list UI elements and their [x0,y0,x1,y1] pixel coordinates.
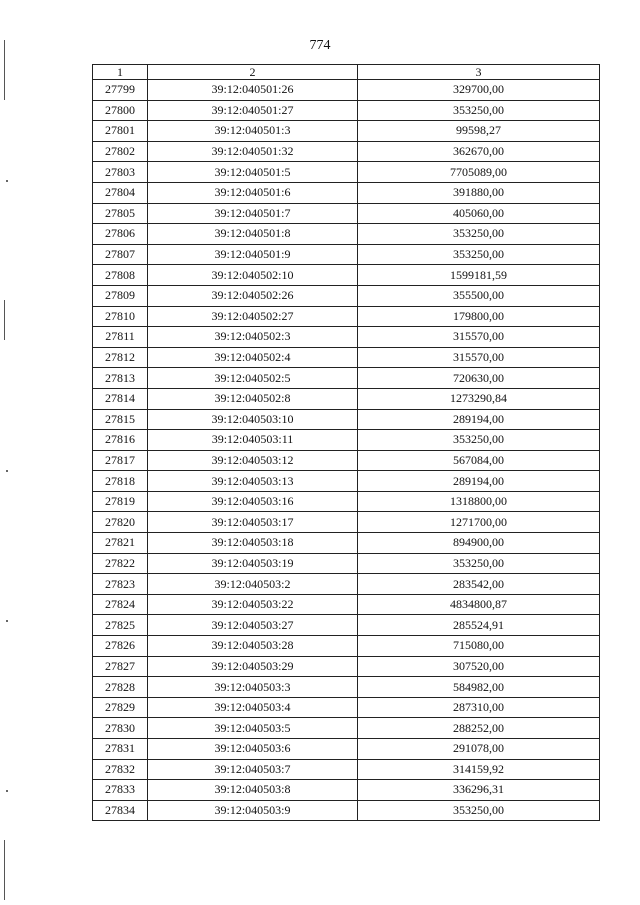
table-row [93,409,600,430]
table-row [93,512,600,533]
value-cell: 362670,00 [358,141,600,162]
table-row [93,533,600,554]
row-number-cell: 27803 [93,162,148,183]
table-row [93,594,600,615]
value-cell: 179800,00 [358,306,600,327]
row-number-cell: 27817 [93,450,148,471]
table-row [93,471,600,492]
value-cell: 289194,00 [358,409,600,430]
row-number-cell: 27813 [93,368,148,389]
cadastral-number-cell: 39:12:040503:9 [148,800,358,821]
value-cell: 283542,00 [358,574,600,595]
table-row [93,430,600,451]
cadastral-number-cell: 39:12:040501:3 [148,121,358,142]
table-row [93,697,600,718]
cadastral-number-cell: 39:12:040501:32 [148,141,358,162]
table-row [93,182,600,203]
row-number-cell: 27804 [93,182,148,203]
cadastral-number-cell: 39:12:040501:9 [148,244,358,265]
value-cell: 329700,00 [358,80,600,101]
value-cell: 353250,00 [358,430,600,451]
row-number-cell: 27801 [93,121,148,142]
row-number-cell: 27802 [93,141,148,162]
cadastral-number-cell: 39:12:040503:18 [148,533,358,554]
value-cell: 1271700,00 [358,512,600,533]
value-cell: 720630,00 [358,368,600,389]
table-row [93,347,600,368]
row-number-cell: 27828 [93,677,148,698]
column-header: 2 [148,65,358,80]
page-number: 774 [309,38,331,53]
row-number-cell: 27811 [93,327,148,348]
row-number-cell: 27818 [93,471,148,492]
table-row [93,285,600,306]
cadastral-number-cell: 39:12:040501:6 [148,182,358,203]
table-row [93,656,600,677]
value-cell: 405060,00 [358,203,600,224]
table-row [93,327,600,348]
cadastral-number-cell: 39:12:040501:27 [148,100,358,121]
table-row [93,780,600,801]
row-number-cell: 27821 [93,533,148,554]
row-number-cell: 27812 [93,347,148,368]
row-number-cell: 27822 [93,553,148,574]
row-number-cell: 27806 [93,224,148,245]
table-row [93,677,600,698]
table-row [93,368,600,389]
cadastral-number-cell: 39:12:040503:5 [148,718,358,739]
row-number-cell: 27827 [93,656,148,677]
row-number-cell: 27816 [93,430,148,451]
row-number-cell: 27830 [93,718,148,739]
cadastral-number-cell: 39:12:040503:6 [148,739,358,760]
cadastral-number-cell: 39:12:040503:3 [148,677,358,698]
value-cell: 584982,00 [358,677,600,698]
value-cell: 285524,91 [358,615,600,636]
cadastral-number-cell: 39:12:040503:10 [148,409,358,430]
cadastral-number-cell: 39:12:040502:26 [148,285,358,306]
column-header: 3 [358,65,600,80]
table-row [93,450,600,471]
row-number-cell: 27800 [93,100,148,121]
row-number-cell: 27832 [93,759,148,780]
cadastral-number-cell: 39:12:040503:17 [148,512,358,533]
table-row [93,265,600,286]
value-cell: 291078,00 [358,739,600,760]
value-cell: 7705089,00 [358,162,600,183]
table-header-row [93,65,600,80]
value-cell: 99598,27 [358,121,600,142]
table-row [93,141,600,162]
row-number-cell: 27809 [93,285,148,306]
cadastral-number-cell: 39:12:040503:13 [148,471,358,492]
cadastral-number-cell: 39:12:040502:3 [148,327,358,348]
table-body [93,80,600,821]
value-cell: 353250,00 [358,100,600,121]
value-cell: 307520,00 [358,656,600,677]
value-cell: 4834800,87 [358,594,600,615]
value-cell: 336296,31 [358,780,600,801]
row-number-cell: 27799 [93,80,148,101]
table-row [93,553,600,574]
table-row [93,388,600,409]
value-cell: 315570,00 [358,327,600,348]
table-row [93,244,600,265]
row-number-cell: 27810 [93,306,148,327]
cadastral-number-cell: 39:12:040503:8 [148,780,358,801]
column-header: 1 [93,65,148,80]
row-number-cell: 27833 [93,780,148,801]
cadastral-number-cell: 39:12:040503:12 [148,450,358,471]
table-row [93,615,600,636]
value-cell: 353250,00 [358,800,600,821]
value-cell: 315570,00 [358,347,600,368]
value-cell: 1318800,00 [358,491,600,512]
value-cell: 1599181,59 [358,265,600,286]
value-cell: 567084,00 [358,450,600,471]
table-row [93,739,600,760]
value-cell: 314159,92 [358,759,600,780]
row-number-cell: 27808 [93,265,148,286]
cadastral-number-cell: 39:12:040503:19 [148,553,358,574]
row-number-cell: 27829 [93,697,148,718]
table-row [93,80,600,101]
table-row [93,121,600,142]
value-cell: 353250,00 [358,244,600,265]
scan-margin-marks [4,0,12,905]
cadastral-number-cell: 39:12:040501:7 [148,203,358,224]
table-row [93,718,600,739]
row-number-cell: 27819 [93,491,148,512]
table-row [93,491,600,512]
table-row [93,100,600,121]
row-number-cell: 27805 [93,203,148,224]
value-cell: 894900,00 [358,533,600,554]
cadastral-number-cell: 39:12:040503:11 [148,430,358,451]
registry-table [92,64,600,821]
value-cell: 287310,00 [358,697,600,718]
value-cell: 391880,00 [358,182,600,203]
value-cell: 353250,00 [358,553,600,574]
row-number-cell: 27831 [93,739,148,760]
row-number-cell: 27814 [93,388,148,409]
cadastral-number-cell: 39:12:040503:22 [148,594,358,615]
table-row [93,800,600,821]
value-cell: 1273290,84 [358,388,600,409]
cadastral-number-cell: 39:12:040502:5 [148,368,358,389]
row-number-cell: 27807 [93,244,148,265]
cadastral-number-cell: 39:12:040503:29 [148,656,358,677]
table-row [93,759,600,780]
cadastral-number-cell: 39:12:040502:4 [148,347,358,368]
cadastral-number-cell: 39:12:040503:7 [148,759,358,780]
row-number-cell: 27815 [93,409,148,430]
table-row [93,224,600,245]
value-cell: 715080,00 [358,636,600,657]
cadastral-number-cell: 39:12:040501:8 [148,224,358,245]
row-number-cell: 27825 [93,615,148,636]
table-row [93,306,600,327]
row-number-cell: 27826 [93,636,148,657]
row-number-cell: 27824 [93,594,148,615]
cadastral-number-cell: 39:12:040503:16 [148,491,358,512]
table-row [93,574,600,595]
cadastral-number-cell: 39:12:040501:5 [148,162,358,183]
cadastral-number-cell: 39:12:040501:26 [148,80,358,101]
value-cell: 355500,00 [358,285,600,306]
value-cell: 288252,00 [358,718,600,739]
row-number-cell: 27834 [93,800,148,821]
cadastral-number-cell: 39:12:040503:27 [148,615,358,636]
cadastral-number-cell: 39:12:040503:28 [148,636,358,657]
table-row [93,203,600,224]
value-cell: 353250,00 [358,224,600,245]
row-number-cell: 27823 [93,574,148,595]
value-cell: 289194,00 [358,471,600,492]
cadastral-number-cell: 39:12:040503:2 [148,574,358,595]
table-row [93,162,600,183]
row-number-cell: 27820 [93,512,148,533]
cadastral-number-cell: 39:12:040502:8 [148,388,358,409]
cadastral-number-cell: 39:12:040503:4 [148,697,358,718]
cadastral-number-cell: 39:12:040502:27 [148,306,358,327]
cadastral-number-cell: 39:12:040502:10 [148,265,358,286]
table-row [93,636,600,657]
